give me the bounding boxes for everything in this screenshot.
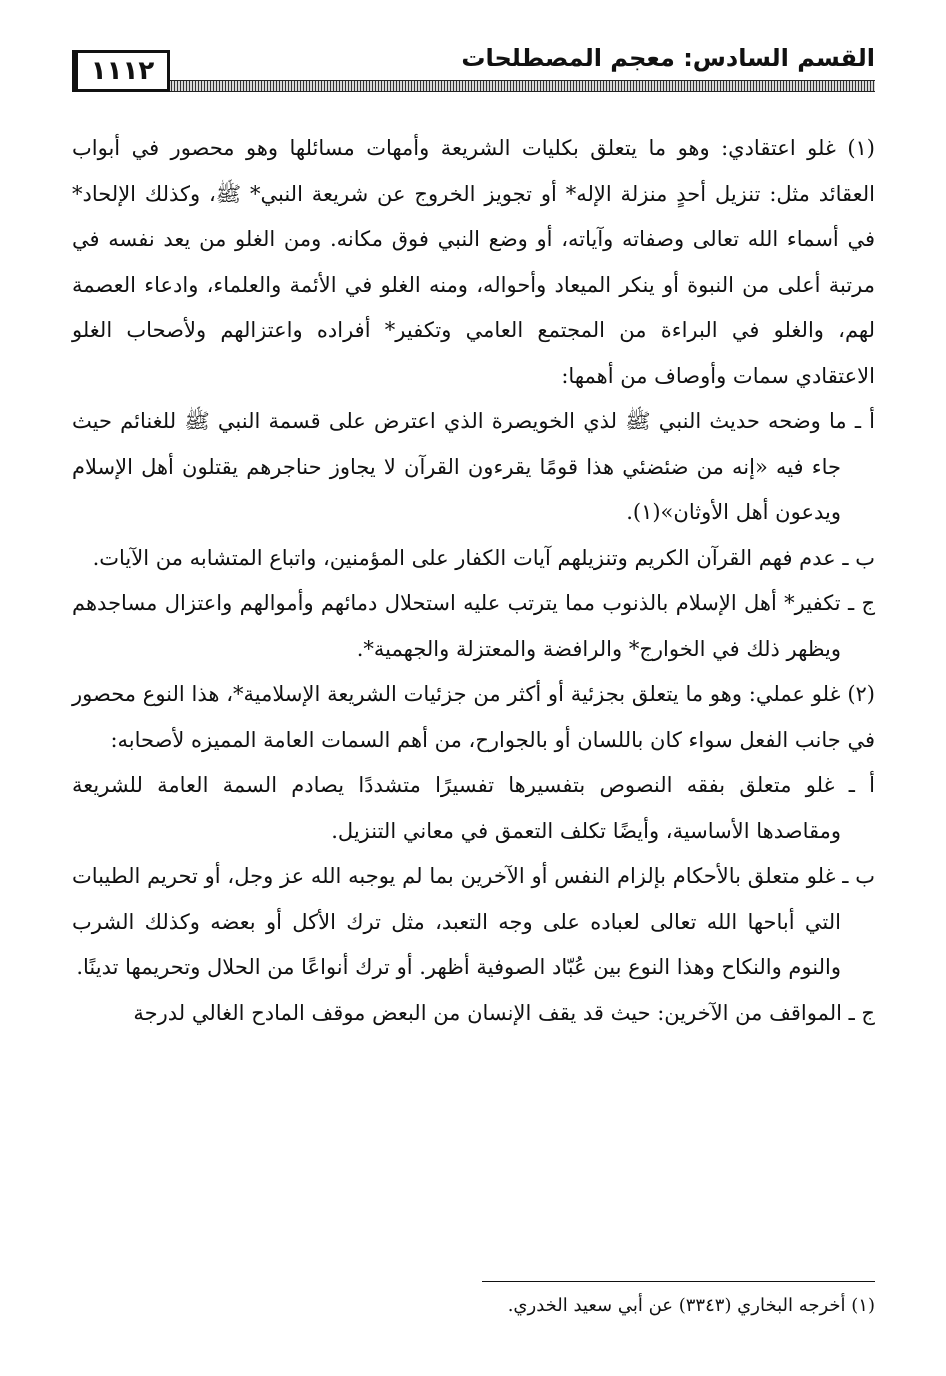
main-text: [72, 126, 875, 1036]
list-item-jim: ج ـ تكفير* أهل الإسلام بالذنوب مما يترتب عليه استحلال دمائهم وأموالهم واعتزال مساجدهم ويظهر ذلك في الخوارج* والرافضة والمعتزلة والجهمية*.: [72, 591, 875, 661]
list-item-ba: ب ـ عدم فهم القرآن الكريم وتنزيلهم آيات الكفار على المؤمنين، واتباع المتشابه من الآيات.: [92, 545, 875, 570]
header-rule: [168, 80, 875, 92]
list-item-alif-2: أ ـ غلو متعلق بفقه النصوص بتفسيرها تفسيرًا متشددًا يصادم السمة العامة للشريعة ومقاصدها الأساسية، وأيضًا تكلف التعمق في معاني التنزيل.: [72, 773, 875, 843]
running-title: القسم السادس: معجم المصطلحات: [461, 44, 875, 72]
list-item-ba-2: ب ـ غلو متعلق بالأحكام بإلزام النفس أو الآخرين بما لم يوجبه الله عز وجل، أو تحريم الطيبات التي أباحها الله تعالى لعباده على وجه التعبد، مثل ترك الأكل أو بعضه وكذلك الشرب والنوم والنكاح وهذا النوع بين عُبّاد الصوفية أظهر. أو ترك أنواعًا من الحلال وتحريمها تدينًا.: [72, 864, 875, 979]
footnote: (١) أخرجه البخاري (٣٣٤٣) عن أبي سعيد الخدري.: [507, 1295, 875, 1316]
footnote-rule: [482, 1281, 875, 1282]
page-header: [72, 40, 875, 100]
paragraph-practical-extremism: (٢) غلو عملي: وهو ما يتعلق بجزئية أو أكثر من جزئيات الشريعة الإسلامية*، هذا النوع محصور في جانب الفعل سواء كان باللسان أو بالجوارح، من أهم السمات العامة المميزه لأصحابه:: [72, 682, 875, 752]
list-item-jim-2: ج ـ المواقف من الآخرين: حيث قد يقف الإنسان من البعض موقف المادح الغالي لدرجة: [133, 1000, 875, 1025]
page-number: ١١١٢: [72, 50, 170, 92]
list-item-alif: أ ـ ما وضحه حديث النبي ﷺ لذي الخويصرة الذي اعترض على قسمة النبي ﷺ للغنائم حيث جاء فيه «إنه من ضئضئي هذا قومًا يقرءون القرآن لا يجاوز حناجرهم يقتلون أهل الإسلام ويدعون أهل الأوثان»(١).: [72, 409, 875, 524]
paragraph-doctrinal-extremism: (١) غلو اعتقادي: وهو ما يتعلق بكليات الشريعة وأمهات مسائلها وهو محصور في أبواب العقائد مثل: تنزيل أحدٍ منزلة الإله* أو تجويز الخروج عن شريعة النبي* ﷺ، وكذلك الإلحاد* في أسماء الله تعالى وصفاته وآياته، أو وضع النبي فوق مكانه. ومن الغلو من يعد نفسه في مرتبة أعلى من النبوة أو ينكر الميعاد وأحواله، ومنه الغلو في الأئمة والعلماء، وادعاء العصمة لهم، والغلو في البراءة من المجتمع العامي وتكفير* أفراده واعتزالهم ولأصحاب الغلو الاعتقادي سمات وأوصاف من أهمها:: [72, 136, 875, 388]
